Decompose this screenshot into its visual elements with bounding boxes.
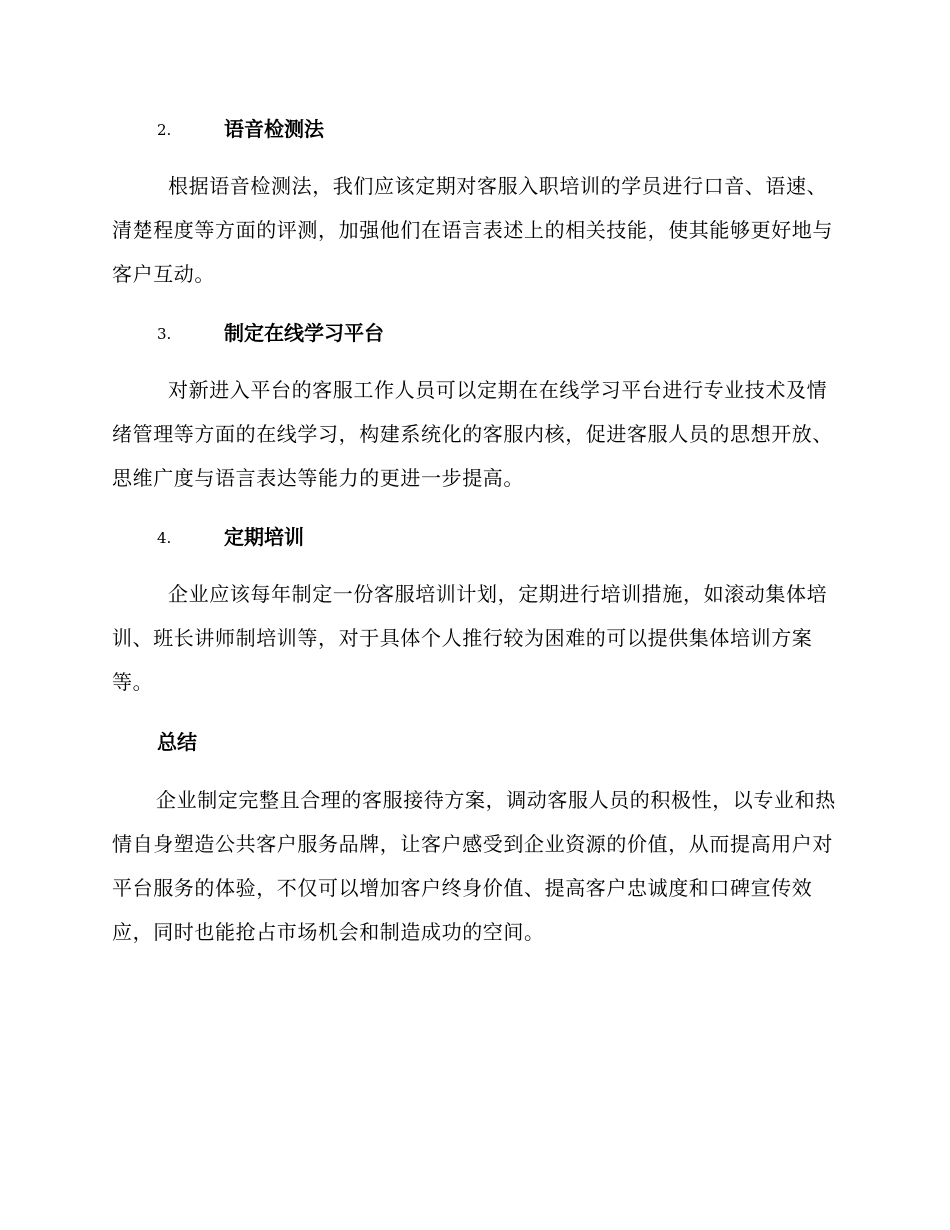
section-title: 制定在线学习平台 [224,321,384,345]
summary-paragraph: 企业制定完整且合理的客服接待方案，调动客服人员的积极性，以专业和热情自身塑造公共客户服务品牌，让客户感受到企业资源的价值，从而提高用户对平台服务的体验，不仅可以增加客户终身价值、提高客户忠诚度和口碑宣传效应，同时也能抢占市场机会和制造成功的空间。 [112,788,836,944]
section-title: 语音检测法 [224,117,324,141]
section-number: 3. [157,325,172,343]
summary-title: 总结 [157,730,197,754]
section-paragraph: 对新进入平台的客服工作人员可以定期在在线学习平台进行专业技术及情绪管理等方面的在线学习，构建系统化的客服内核，促进客服人员的思想开放、思维广度与语言表达等能力的更进一步提高。 [112,378,833,490]
section-number: 4. [157,529,172,547]
section-title: 定期培训 [224,525,304,549]
section-heading [0,114,950,144]
section-heading [0,522,950,552]
section-paragraph: 企业应该每年制定一份客服培训计划，定期进行培训措施，如滚动集体培训、班长讲师制培训等，对于具体个人推行较为困难的可以提供集体培训方案等。 [112,582,828,694]
section-number: 2. [157,121,172,139]
section-heading [0,318,950,348]
section-paragraph: 根据语音检测法，我们应该定期对客服入职培训的学员进行口音、语速、清楚程度等方面的评测，加强他们在语言表述上的相关技能，使其能够更好地与客户互动。 [112,174,833,286]
